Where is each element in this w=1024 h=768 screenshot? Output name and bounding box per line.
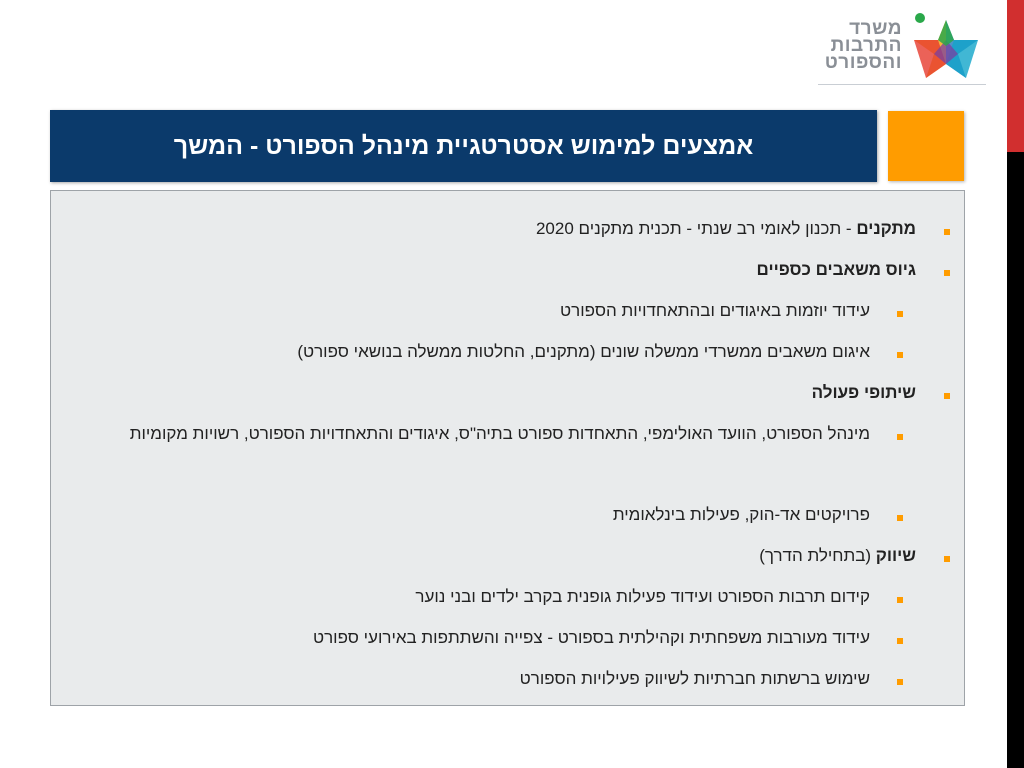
bullet-marker bbox=[897, 679, 903, 685]
list-item bbox=[51, 630, 964, 658]
star-logo-icon bbox=[908, 10, 984, 86]
bullet-text: (בתחילת הדרך) bbox=[759, 546, 876, 565]
list-item bbox=[51, 671, 964, 699]
logo-line-3: והספורט bbox=[824, 52, 902, 73]
list-item bbox=[51, 262, 964, 290]
logo-line-1: משרד bbox=[849, 18, 902, 39]
bullet-marker bbox=[897, 515, 903, 521]
bullet-text: - תכנון לאומי רב שנתי - תכנית מתקנים 2020 bbox=[535, 219, 857, 238]
logo-line-2: התרבות bbox=[830, 35, 902, 56]
list-item bbox=[51, 303, 964, 331]
bullet-text: שימוש ברשתות חברתיות לשיווק פעילויות הספורט bbox=[519, 669, 870, 688]
list-item bbox=[51, 221, 964, 249]
list-item bbox=[51, 507, 964, 535]
bullet-marker bbox=[897, 352, 903, 358]
list-item bbox=[51, 589, 964, 617]
bullet-text: מינהל הספורט, הוועד האולימפי, התאחדות ספורט בתיה"ס, איגודים והתאחדויות הספורט, רשויות מקומיות bbox=[129, 424, 870, 443]
bullet-marker bbox=[897, 597, 903, 603]
list-item bbox=[51, 426, 964, 454]
logo-text bbox=[782, 20, 902, 71]
bullet-heading: שיווק bbox=[875, 546, 916, 565]
slide-title: אמצעים למימוש אסטרטגיית מינהל הספורט - המשך bbox=[173, 131, 754, 160]
bullet-marker bbox=[944, 556, 950, 562]
bullet-marker bbox=[897, 311, 903, 317]
edge-black-bar bbox=[1007, 152, 1024, 768]
bullet-text: איגום משאבים ממשרדי ממשלה שונים (מתקנים, החלטות ממשלה בנושאי ספורט) bbox=[297, 342, 870, 361]
logo-underline bbox=[818, 84, 986, 85]
list-item bbox=[51, 548, 964, 576]
edge-red-bar bbox=[1007, 0, 1024, 152]
bullet-text: קידום תרבות הספורט ועידוד פעילות גופנית בקרב ילדים ובני נוער bbox=[415, 587, 870, 606]
bullet-heading: מתקנים bbox=[856, 219, 916, 238]
list-item bbox=[51, 385, 964, 413]
bullet-marker bbox=[897, 638, 903, 644]
bullet-text: עידוד יוזמות באיגודים ובהתאחדויות הספורט bbox=[560, 301, 870, 320]
list-item bbox=[51, 344, 964, 372]
orange-accent-square bbox=[888, 111, 964, 181]
ministry-logo bbox=[810, 8, 990, 88]
bullet-text: פרויקטים אד-הוק, פעילות בינלאומית bbox=[612, 505, 870, 524]
bullet-text: עידוד מעורבות משפחתית וקהילתית בספורט - צפייה והשתתפות באירועי ספורט bbox=[312, 628, 870, 647]
bullet-marker bbox=[897, 434, 903, 440]
bullet-heading: שיתופי פעולה bbox=[811, 383, 916, 402]
bullet-marker bbox=[944, 229, 950, 235]
slide-title-bar bbox=[50, 110, 877, 182]
content-panel bbox=[50, 190, 965, 706]
bullet-heading: גיוס משאבים כספיים bbox=[756, 260, 916, 279]
bullet-marker bbox=[944, 270, 950, 276]
bullet-marker bbox=[944, 393, 950, 399]
